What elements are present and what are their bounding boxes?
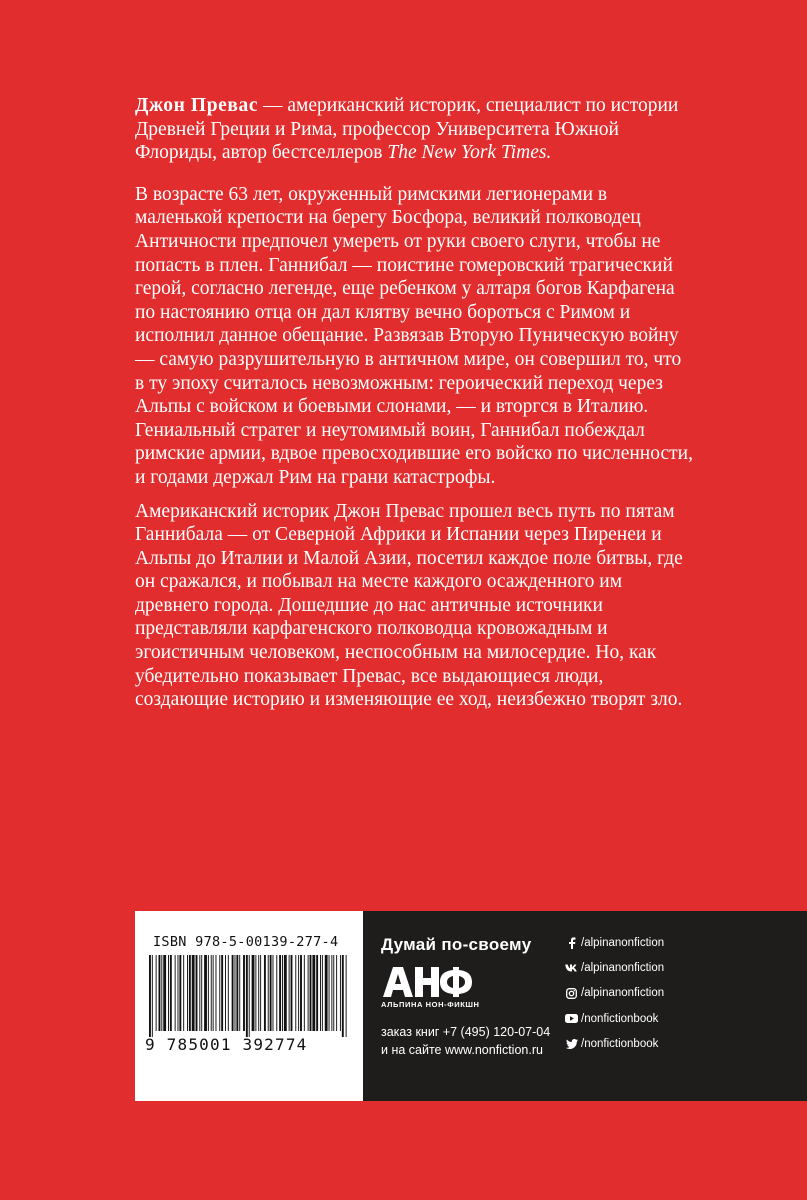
publisher-slogan: Думай по-своему bbox=[381, 935, 532, 954]
social-youtube-handle: /nonfictionbook bbox=[581, 1012, 659, 1025]
social-vk-handle: /alpinanonfiction bbox=[581, 961, 665, 974]
social-twitter-handle: /nonfictionbook bbox=[581, 1038, 659, 1051]
social-youtube[interactable] bbox=[565, 1011, 664, 1026]
barcode-image bbox=[145, 955, 350, 1037]
barcode-panel bbox=[135, 911, 363, 1101]
social-vk[interactable] bbox=[565, 960, 664, 975]
order-site[interactable]: и на сайте www.nonfiction.ru bbox=[381, 1043, 543, 1057]
social-facebook[interactable] bbox=[565, 935, 664, 950]
vk-icon bbox=[565, 962, 578, 974]
publisher-logo bbox=[381, 965, 473, 999]
social-instagram-handle: /alpinanonfiction bbox=[581, 987, 665, 1000]
nyt-title: The New York Times. bbox=[387, 142, 552, 164]
order-phone: заказ книг +7 (495) 120-07-04 bbox=[381, 1025, 551, 1039]
bottom-band bbox=[135, 911, 807, 1101]
youtube-icon bbox=[565, 1013, 578, 1025]
social-instagram[interactable] bbox=[565, 986, 664, 1001]
publisher-logo-subtitle: АЛЬПИНА НОН-ФИКШН bbox=[381, 1000, 480, 1009]
publisher-panel bbox=[363, 911, 807, 1101]
description-paragraph-2: Американский историк Джон Превас прошел весь путь по пятам Ганнибала — от Северной Африки и Испании через Пиренеи и Альпы до Италии и Малой Азии, посетил каждое поле битвы, где он сражался, и побывал на месте каждого осажденного им древнего города. Дошедшие до нас античные источники представляли карфагенского полководца кровожадным и эгоистичным человеком, неспособным на милосердие. Но, как убедительно показывает Превас, все выдающиеся люди, создающие историю и изменяющие ее ход, неизбежно творят зло. bbox=[135, 500, 683, 711]
social-facebook-handle: /alpinanonfiction bbox=[581, 936, 665, 949]
isbn-label: ISBN 978-5-00139-277-4 bbox=[153, 934, 339, 950]
annotation-text bbox=[135, 94, 695, 730]
barcode-digits: 9 785001 392774 bbox=[145, 1035, 308, 1054]
instagram-icon bbox=[565, 987, 578, 999]
social-links bbox=[565, 935, 664, 1062]
twitter-icon bbox=[565, 1038, 578, 1050]
author-bio bbox=[135, 94, 695, 165]
author-bio-text: — американский историк, специалист по истории Древней Греции и Рима, профессор Университета Южной Флориды, автор бестселлеров bbox=[135, 95, 679, 164]
description-paragraph-1: В возрасте 63 лет, окруженный римскими легионерами в маленькой крепости на берегу Босфора, великий полководец Античности предпочел умереть от руки своего слуги, чтобы не попасть в плен. Ганнибал — поистине гомеровский трагический герой, согласно легенде, еще ребенком у алтаря богов Карфагена по настоянию отца он дал клятву вечно бороться с Римом и исполнил данное обещание. Развязав Вторую Пуническую войну — самую разрушительную в античном мире, он совершил то, что в ту эпоху считалось невозможным: героический переход через Альпы с войском и боевыми слонами, — и вторгся в Италию. Гениальный стратег и неутомимый воин, Ганнибал побеждал римские армии, вдвое превосходившие его войско по численности, и годами держал Рим на грани катастрофы. bbox=[135, 183, 693, 488]
order-info bbox=[381, 1023, 550, 1059]
facebook-icon bbox=[565, 937, 578, 949]
author-name: Джон Превас bbox=[135, 95, 259, 116]
social-twitter[interactable] bbox=[565, 1037, 664, 1052]
